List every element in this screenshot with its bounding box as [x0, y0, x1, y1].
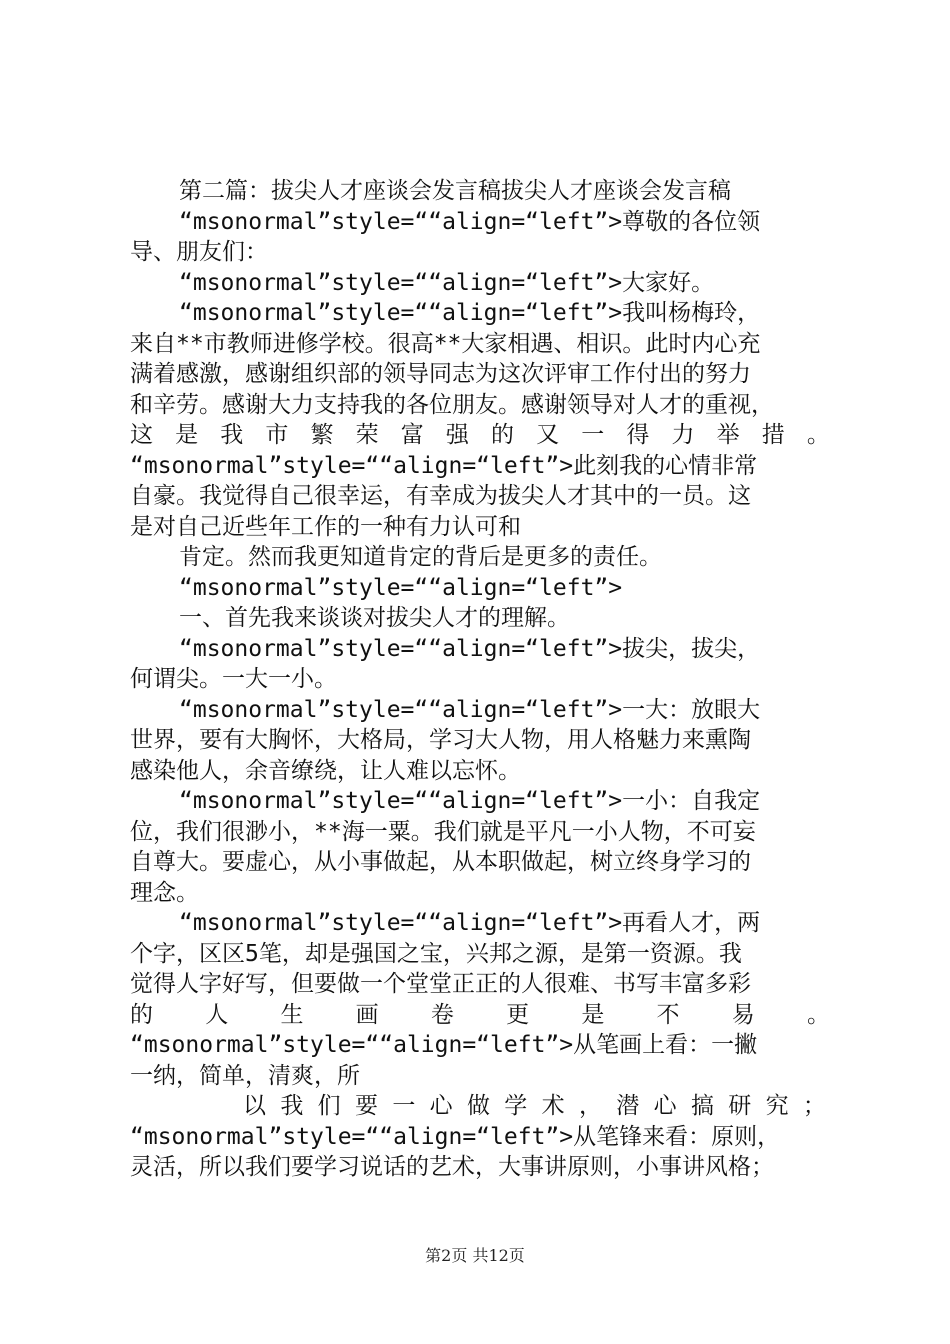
- text-char: 更: [506, 1002, 530, 1028]
- text-line: “msonormal”style=““align=“left”>一大：放眼大: [179, 697, 761, 723]
- text-char: 人: [205, 1002, 229, 1028]
- page-number: 第2页 共12页: [425, 1246, 525, 1265]
- text-line: 感染他人，余音缭绕，让人难以忘怀。: [130, 758, 521, 784]
- text-char: 卷: [430, 1002, 454, 1028]
- text-char: 荣: [355, 422, 379, 448]
- text-char: ；: [802, 1093, 826, 1119]
- text-char: 心: [653, 1093, 677, 1119]
- text-char: 繁: [310, 422, 334, 448]
- text-char: 心: [429, 1093, 453, 1119]
- text-line: 何谓尖。一大一小。: [130, 666, 337, 692]
- text-char: ，: [578, 1093, 602, 1119]
- text-char: 的: [491, 422, 514, 448]
- text-char: 究: [765, 1093, 789, 1119]
- text-char: 这: [130, 422, 153, 448]
- text-line: 肯定。然而我更知道肯定的背后是更多的责任。: [179, 544, 662, 570]
- text-char: 搞: [690, 1093, 714, 1119]
- text-line: 自豪。我觉得自己很幸运，有幸成为拔尖人才其中的一员。这: [130, 483, 751, 509]
- text-line: 导、朋友们：: [130, 239, 268, 265]
- text-char: 是: [175, 422, 199, 448]
- text-char: 措: [761, 422, 785, 448]
- text-line: 满着感激，感谢组织部的领导同志为这次评审工作付出的努力: [130, 361, 751, 387]
- text-line: “msonormal”style=““align=“left”>再看人才，两: [179, 910, 761, 936]
- justified-line: [130, 420, 830, 450]
- text-char: 强: [445, 422, 469, 448]
- text-char: 又: [536, 422, 560, 448]
- text-char: 的: [130, 1002, 153, 1028]
- text-line: 觉得人字好写，但要做一个堂堂正正的人很难、书写丰富多彩: [130, 971, 751, 997]
- text-char: 我: [220, 422, 244, 448]
- text-line: 是对自己近些年工作的一种有力认可和: [130, 514, 521, 540]
- text-line: “msonormal”style=““align=“left”>: [179, 575, 623, 601]
- text-line: “msonormal”style=““align=“left”>此刻我的心情非常: [130, 453, 758, 479]
- text-char: 潜: [616, 1093, 640, 1119]
- text-char: 不: [656, 1002, 680, 1028]
- text-char: 易: [731, 1002, 755, 1028]
- text-char: 市: [265, 422, 289, 448]
- text-char: 术: [541, 1093, 565, 1119]
- text-line: “msonormal”style=““align=“left”>尊敬的各位领: [179, 209, 761, 235]
- text-char: 。: [806, 422, 830, 448]
- text-char: 学: [504, 1093, 528, 1119]
- text-char: 以: [243, 1093, 266, 1119]
- text-char: 一: [392, 1093, 416, 1119]
- text-line: 一纳，简单，清爽，所: [130, 1063, 360, 1089]
- text-line: 世界，要有大胸怀，大格局，学习大人物，用人格魅力来熏陶: [130, 727, 751, 753]
- text-line: “msonormal”style=““align=“left”>一小：自我定: [179, 788, 761, 814]
- text-line: 和辛劳。感谢大力支持我的各位朋友。感谢领导对人才的重视，: [130, 392, 774, 418]
- justified-line: [130, 1000, 830, 1030]
- text-line: 来自**市教师进修学校。很高**大家相遇、相识。此时内心充: [130, 331, 761, 357]
- justified-text: [130, 1000, 830, 1030]
- justified-text: [243, 1091, 826, 1121]
- text-char: 举: [716, 422, 740, 448]
- text-char: 富: [400, 422, 424, 448]
- text-char: 得: [626, 422, 650, 448]
- justified-line: [243, 1091, 826, 1121]
- justified-text: [130, 420, 830, 450]
- text-char: 要: [354, 1093, 378, 1119]
- text-char: 是: [581, 1002, 605, 1028]
- text-char: 。: [806, 1002, 830, 1028]
- text-char: 研: [728, 1093, 752, 1119]
- text-line: 个字，区区5笔，却是强国之宝，兴邦之源，是第一资源。我: [130, 941, 742, 967]
- text-char: 画: [355, 1002, 379, 1028]
- text-line: 自尊大。要虚心，从小事做起，从本职做起，树立终身学习的: [130, 849, 751, 875]
- text-char: 一: [581, 422, 605, 448]
- text-line: 位，我们很渺小，**海一粟。我们就是平凡一小人物，不可妄: [130, 819, 756, 845]
- text-line: “msonormal”style=““align=“left”>大家好。: [179, 270, 715, 296]
- section-title: 第二篇：拔尖人才座谈会发言稿拔尖人才座谈会发言稿: [179, 178, 731, 204]
- text-char: 我: [280, 1093, 304, 1119]
- text-char: 生: [280, 1002, 304, 1028]
- text-line: “msonormal”style=““align=“left”>从笔画上看：一撇: [130, 1032, 758, 1058]
- text-line: “msonormal”style=““align=“left”>从笔锋来看：原则，: [130, 1124, 781, 1150]
- text-line: 一、首先我来谈谈对拔尖人才的理解。: [179, 605, 570, 631]
- text-line: 灵活，所以我们要学习说话的艺术，大事讲原则，小事讲风格；: [130, 1154, 774, 1180]
- text-char: 做: [466, 1093, 490, 1119]
- text-char: 力: [671, 422, 695, 448]
- text-line: “msonormal”style=““align=“left”>拔尖，拔尖，: [179, 636, 761, 662]
- text-line: 理念。: [130, 880, 199, 906]
- text-char: 们: [317, 1093, 341, 1119]
- text-line: “msonormal”style=““align=“left”>我叫杨梅玲，: [179, 300, 761, 326]
